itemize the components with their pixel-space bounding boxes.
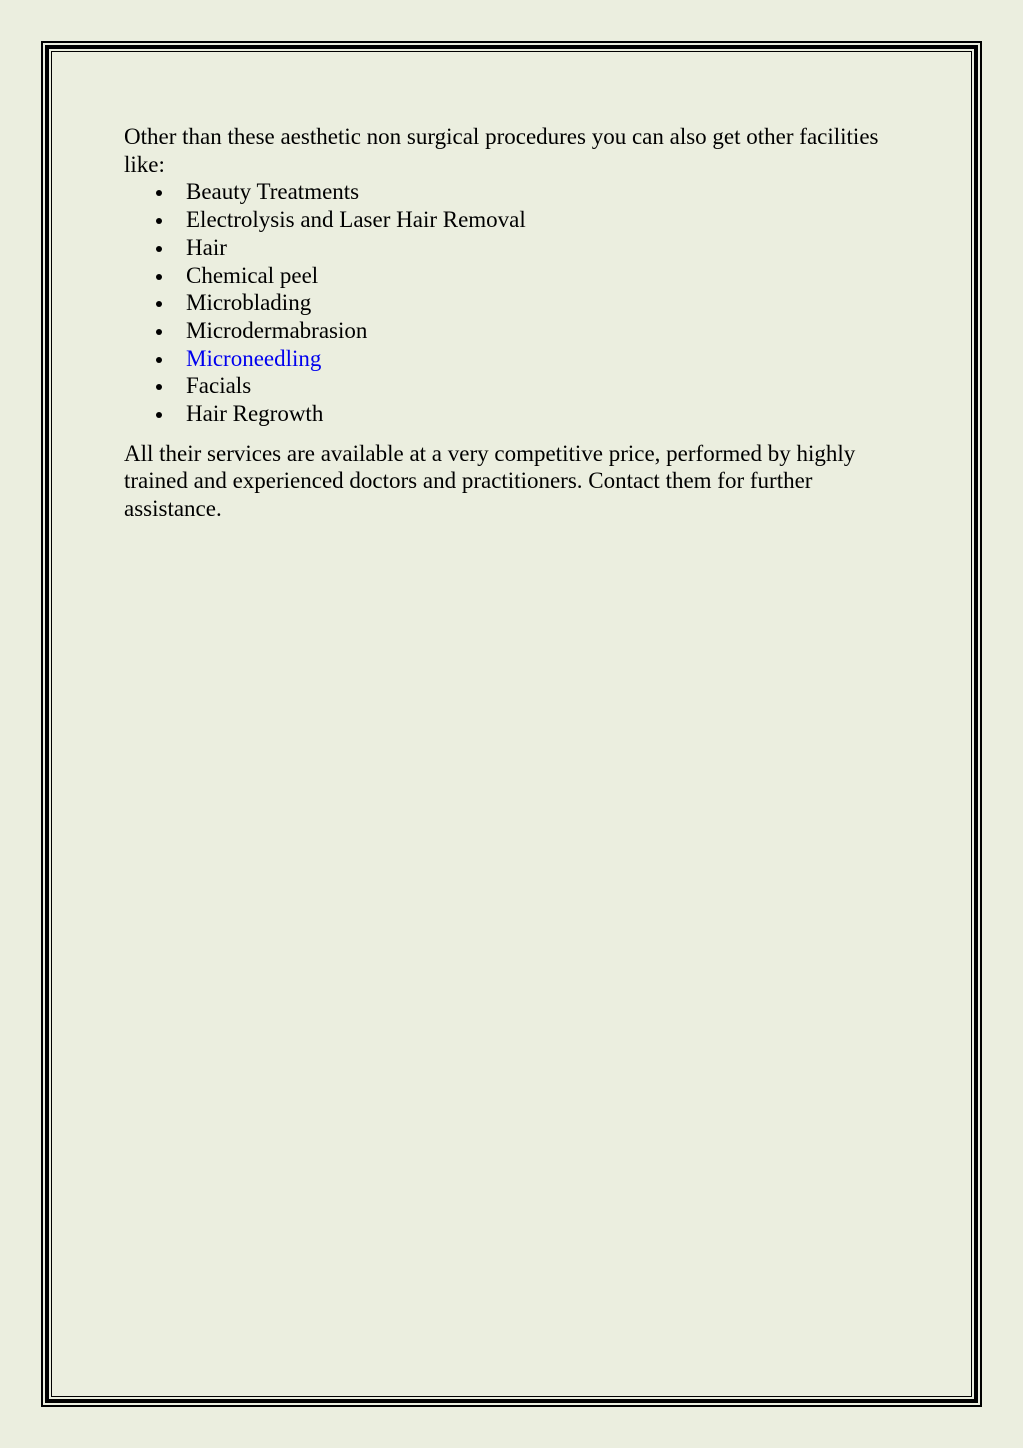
document-body bbox=[124, 123, 904, 523]
list-item bbox=[124, 400, 904, 428]
list-item bbox=[124, 262, 904, 290]
list-item bbox=[124, 206, 904, 234]
list-item bbox=[124, 317, 904, 345]
bullet-icon bbox=[156, 384, 162, 390]
microneedling-link[interactable]: Microneedling bbox=[186, 345, 322, 371]
bullet-icon bbox=[156, 301, 162, 307]
bullet-icon bbox=[156, 412, 162, 418]
list-item bbox=[124, 234, 904, 262]
service-label: Electrolysis and Laser Hair Removal bbox=[186, 207, 526, 233]
bullet-icon bbox=[156, 246, 162, 252]
list-item bbox=[124, 345, 904, 373]
service-label: Hair bbox=[186, 234, 227, 260]
bullet-icon bbox=[156, 329, 162, 335]
service-label: Microblading bbox=[186, 290, 312, 316]
intro-paragraph: Other than these aesthetic non surgical procedures you can also get other facilities like: bbox=[124, 124, 879, 177]
list-item bbox=[124, 289, 904, 317]
service-label: Facials bbox=[186, 373, 252, 399]
bullet-icon bbox=[156, 190, 162, 196]
bullet-icon bbox=[156, 357, 162, 363]
bullet-icon bbox=[156, 218, 162, 224]
list-item bbox=[124, 178, 904, 206]
list-item bbox=[124, 372, 904, 400]
service-label: Chemical peel bbox=[186, 262, 319, 288]
services-list bbox=[124, 178, 904, 427]
service-label: Microdermabrasion bbox=[186, 317, 368, 343]
service-label: Hair Regrowth bbox=[186, 401, 324, 427]
service-label: Beauty Treatments bbox=[186, 179, 360, 205]
bullet-icon bbox=[156, 274, 162, 280]
closing-paragraph: All their services are available at a very competitive price, performed by highly trained and experienced doctors and practitioners. Contact them for further assistance. bbox=[124, 440, 856, 522]
